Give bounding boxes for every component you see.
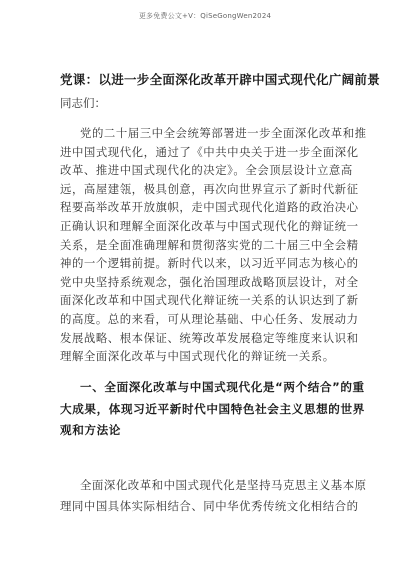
- text-line: 的高度。总的来看，可从理论基础、中心任务、发展动力: [60, 312, 359, 326]
- text-line: 神的一个逻辑前提。新时代以来，以习近平同志为核心的: [60, 256, 359, 271]
- text-line: 大成果，体现习近平新时代中国特色社会主义思想的世界: [60, 401, 365, 416]
- text-line: 进中国式现代化，通过了《中共中央关于进一步全面深化: [60, 144, 359, 159]
- watermark-header: 更多免费公文+V：QiSeGongWen2024: [138, 12, 272, 20]
- text-line: 远，高屋建瓴，极具创意，再次向世界宣示了新时代新征: [60, 181, 359, 196]
- text-line: 改革、推进中国式现代化的决定》。全会顶层设计立意高: [60, 163, 353, 178]
- text-line: 程要高举改革开放旗帜，走中国式现代化道路的政治决心: [60, 200, 359, 215]
- text-line: 全面深化改革和中国式现代化是坚持马克思主义基本原: [80, 478, 367, 492]
- text-line: 党的二十届三中全会统筹部署进一步全面深化改革和推: [80, 126, 367, 140]
- text-line: 理解全面深化改革与中国式现代化的辩证统一关系。: [60, 349, 335, 364]
- text-line: 正确认识和理解全面深化改革与中国式现代化的辩证统一: [60, 219, 359, 233]
- text-line: 一、全面深化改革与中国式现代化是“两个结合”的重: [80, 380, 365, 394]
- text-line: 发展战略、根本保证、统筹改革发展稳定等维度来认识和: [60, 330, 359, 345]
- text-line: 关系，是全面准确理解和贯彻落实党的二十届三中全会精: [60, 237, 359, 252]
- document-title: 党课：以进一步全面深化改革开辟中国式现代化广阔前景: [60, 72, 381, 87]
- salutation: 同志们：: [60, 96, 106, 110]
- text-line: 观和方法论: [60, 423, 121, 437]
- text-line: 理同中国具体实际相结合、同中华优秀传统文化相结合的: [60, 499, 359, 513]
- text-line: 面深化改革和中国式现代化辩证统一关系的认识达到了新: [60, 293, 359, 308]
- text-line: 党中央坚持系统观念，强化治国理政战略顶层设计，对全: [60, 274, 359, 289]
